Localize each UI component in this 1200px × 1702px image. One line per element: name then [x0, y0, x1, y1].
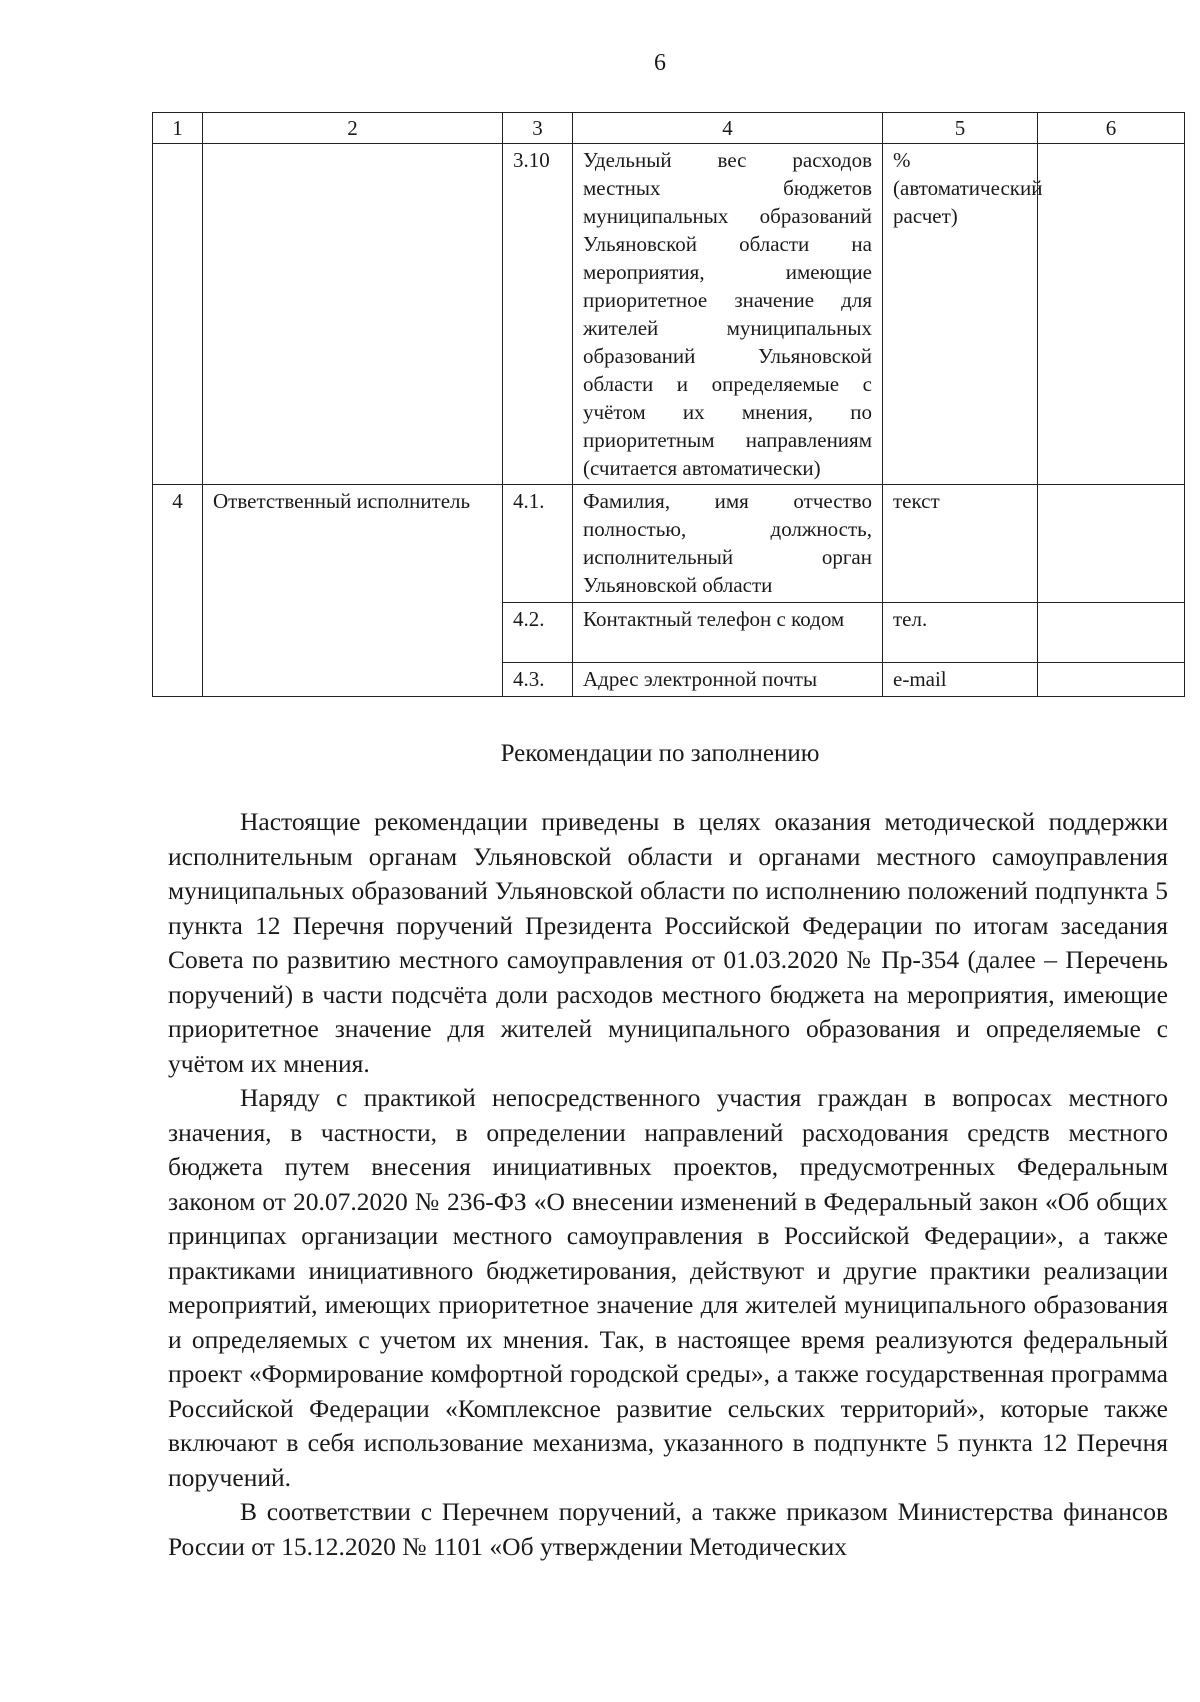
header-cell: 2 [203, 113, 503, 144]
indicator-code-cell: 4.3. [503, 663, 573, 697]
page-number: 6 [654, 50, 666, 76]
unit-cell: % (автоматический расчет) [883, 144, 1038, 485]
unit-cell: e-mail [883, 663, 1038, 697]
header-cell: 5 [883, 113, 1038, 144]
indicator-description-cell: Адрес электронной почты [573, 663, 883, 697]
unit-cell: текст [883, 485, 1038, 603]
table-row [153, 144, 1185, 485]
value-cell [1038, 485, 1185, 603]
header-cell: 3 [503, 113, 573, 144]
value-cell [1038, 663, 1185, 697]
paragraph: Наряду с практикой непосредственного участия граждан в вопросах местного значения, в частности, в определении направлений расходования средств местного бюджета путем внесения инициативных проектов, предусмотренных Федеральным законом от 20.07.2020 № 236-ФЗ «О внесении изменений в Федеральный закон «Об общих принципах организации местного самоуправления в Российской Федерации», а также практиками инициативного бюджетирования, действуют и другие практики реализации мероприятий, имеющих приоритетное значение для жителей муниципального образования и определяемых с учетом их мнения. Так, в настоящее время реализуются федеральный проект «Формирование комфортной городской среды», а также государственная программа Российской Федерации «Комплексное развитие сельских территорий», которые также включают в себя использование механизма, указанного в подпункте 5 пункта 12 Перечня поручений. [168, 1083, 1168, 1492]
unit-cell: тел. [883, 603, 1038, 663]
value-cell [1038, 603, 1185, 663]
indicator-description-cell: Удельный вес расходов местных бюджетов муниципальных образований Ульяновской области на мероприятия, имеющие приоритетное значение для жителей муниципальных образований Ульяновской области и определяемые с учётом их мнения, по приоритетным направлениям (считается автоматически) [573, 144, 883, 485]
table-row [153, 485, 1185, 603]
indicator-description-cell: Фамилия, имя отчество полностью, должность, исполнительный орган Ульяновской области [573, 485, 883, 603]
header-cell: 1 [153, 113, 203, 144]
header-cell: 4 [573, 113, 883, 144]
section-name-cell [203, 144, 503, 485]
indicator-code-cell: 3.10 [503, 144, 573, 485]
row-number-cell [153, 144, 203, 485]
header-cell: 6 [1038, 113, 1185, 144]
row-number-cell: 4 [153, 485, 203, 697]
paragraph: В соответствии с Перечнем поручений, а также приказом Министерства финансов России от 15.12.2020 № 1101 «Об утверждении Методических [168, 1497, 1168, 1561]
indicator-table [152, 112, 1185, 697]
section-title: Рекомендации по заполнению [500, 740, 820, 767]
indicator-code-cell: 4.2. [503, 603, 573, 663]
indicator-code-cell: 4.1. [503, 485, 573, 603]
section-name-cell: Ответственный исполнитель [203, 485, 503, 697]
body-text [168, 805, 1168, 1564]
paragraph: Настоящие рекомендации приведены в целях оказания методической поддержки исполнительным органам Ульяновской области и органами местного самоуправления муниципальных образований Ульяновской области по исполнению положений подпункта 5 пункта 12 Перечня поручений Президента Российской Федерации по итогам заседания Совета по развитию местного самоуправления от 01.03.2020 № Пр-354 (далее – Перечень поручений) в части подсчёта доли расходов местного бюджета на мероприятия, имеющие приоритетное значение для жителей муниципального образования и определяемые с учётом их мнения. [168, 807, 1168, 1078]
table-header-row [153, 113, 1185, 144]
indicator-description-cell: Контактный телефон с кодом [573, 603, 883, 663]
value-cell [1038, 144, 1185, 485]
